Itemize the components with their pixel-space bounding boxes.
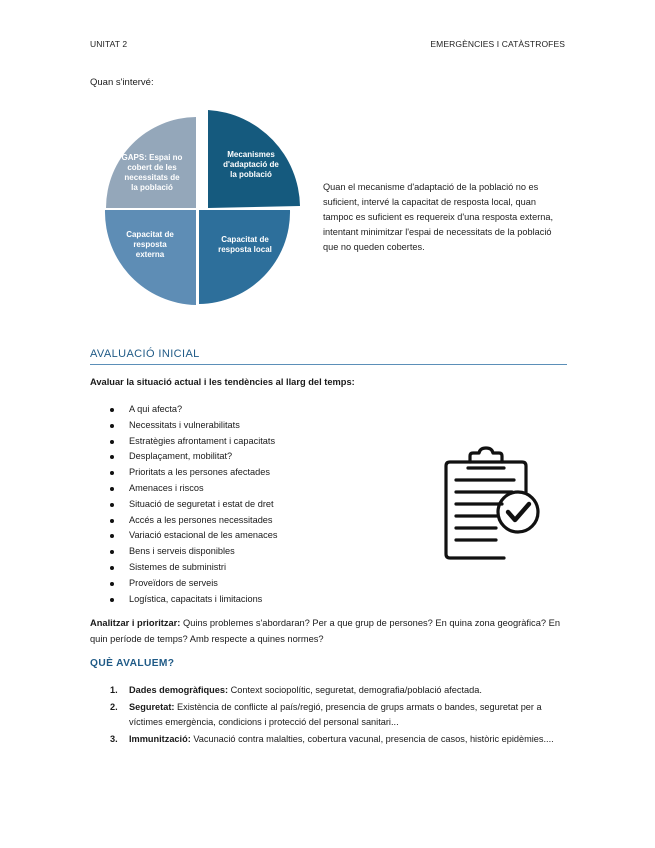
pie-label-line: Mecanismes (227, 150, 275, 159)
pie-label-line: la població (230, 170, 272, 179)
analyze-paragraph (90, 616, 560, 647)
pie-label-adaptation (223, 150, 279, 179)
clipboard-check-icon (440, 446, 545, 564)
section-title: AVALUACIÓ INICIAL (90, 348, 200, 360)
list-item: Proveïdors de serveis (110, 576, 277, 592)
list-item: Estratègies afrontament i capacitats (110, 434, 277, 450)
header-title: EMERGÈNCIES I CATÀSTROFES (430, 39, 565, 49)
list-item: Prioritats a les persones afectades (110, 465, 277, 481)
pie-label-line: externa (135, 250, 165, 259)
pie-label-line: d'adaptació de (223, 160, 279, 169)
what-we-assess-title: QUÈ AVALUEM? (90, 658, 175, 669)
numbered-item (110, 700, 560, 731)
pie-label-local-response (218, 235, 272, 254)
intro-text: Quan s'intervé: (90, 77, 154, 88)
pie-label-line: la població (131, 183, 173, 192)
list-item: Amenaces i riscos (110, 481, 277, 497)
item-label: Dades demogràfiques: (129, 685, 229, 695)
item-label: Seguretat: (129, 701, 175, 712)
pie-label-line: Capacitat de (126, 230, 174, 239)
section-divider (90, 364, 567, 365)
list-item: Accés a les persones necessitades (110, 513, 277, 529)
item-text: Vacunació contra malalties, cobertura vacunal, presencia de casos, històric epidèmies.... (190, 733, 554, 744)
pie-label-line: resposta local (218, 245, 272, 254)
list-item: Sistemes de subministri (110, 560, 277, 576)
pie-label-line: necessitats de (124, 173, 180, 182)
pie-label-line: GAPS: Espai no (121, 153, 183, 162)
item-text: Existència de conflicte al país/regió, presencia de grups armats o bandes, seguretat per a víctimes emergència, condicions i protecció del personal sanitari... (129, 701, 542, 727)
assessment-bullet-list (110, 402, 277, 607)
pie-label-line: Capacitat de (221, 235, 269, 244)
analyze-text: Quins problemes s'abordaran? Per a que grup de persones? En quina zona geogràfica? En quin període de temps? Amb respecte a quines normes? (90, 618, 560, 644)
assessment-numbered-list (110, 683, 560, 748)
numbered-item (110, 683, 560, 699)
header-unit: UNITAT 2 (90, 39, 128, 49)
pie-segment-adaptation (208, 110, 300, 208)
intervention-pie-chart (100, 106, 310, 316)
list-item: Desplaçament, mobilitat? (110, 449, 277, 465)
item-number: 2. (110, 701, 118, 712)
list-item: Necessitats i vulnerabilitats (110, 418, 277, 434)
list-item: Logística, capacitats i limitacions (110, 592, 277, 608)
item-label: Immunització: (129, 733, 191, 744)
pie-description: Quan el mecanisme d'adaptació de la població no es suficient, intervé la capacitat de resposta local, quan tampoc es suficient es requereix d'una resposta externa, intentant minimitzar l'espai de necessitats de la població que no queden cobertes. (323, 182, 554, 252)
numbered-item (110, 732, 560, 748)
list-item: Variació estacional de les amenaces (110, 528, 277, 544)
list-item: Bens i serveis disponibles (110, 544, 277, 560)
item-text: Context sociopolític, seguretat, demografia/població afectada. (228, 685, 482, 695)
analyze-label: Analitzar i prioritzar: (90, 618, 181, 628)
pie-segment-local-response (199, 210, 290, 304)
list-item: Situació de seguretat i estat de dret (110, 497, 277, 513)
item-number: 3. (110, 733, 118, 744)
list-item: A qui afecta? (110, 402, 277, 418)
pie-label-line: resposta (133, 240, 167, 249)
section-lead: Avaluar la situació actual i les tendències al llarg del temps: (90, 377, 355, 387)
pie-label-line: cobert de les (127, 163, 177, 172)
item-number: 1. (110, 685, 118, 695)
